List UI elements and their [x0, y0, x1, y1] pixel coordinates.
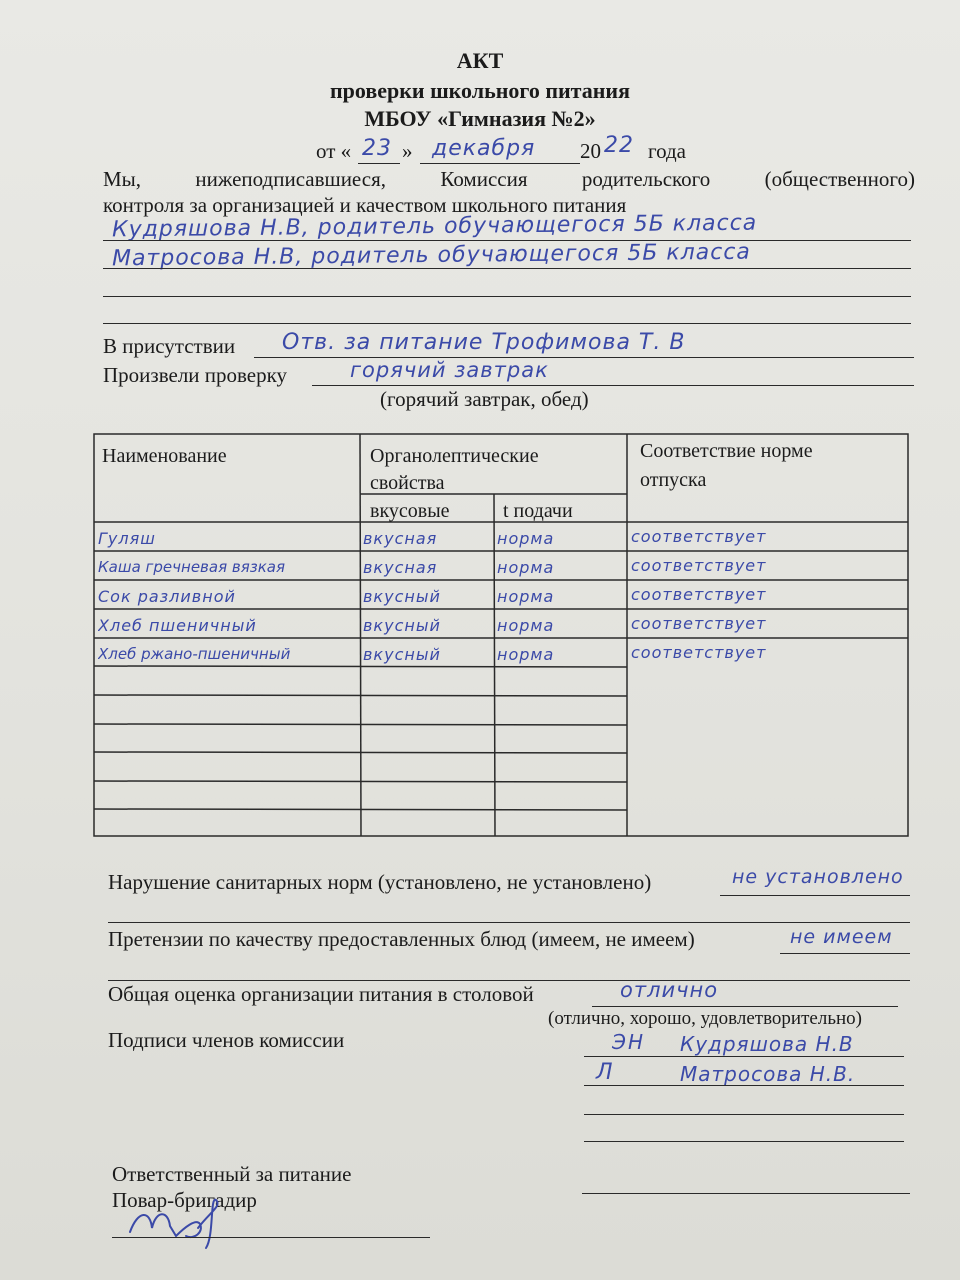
col-header-name: Наименование [102, 445, 227, 467]
row-name: Хлеб пшеничный [98, 616, 257, 635]
inspection-hint: (горячий завтрак, обед) [380, 387, 589, 411]
col-header-organoleptic-2: свойства [370, 472, 445, 494]
date-day: 23 [362, 136, 392, 161]
cook-label: Повар-бригадир [112, 1188, 257, 1212]
signatures-label: Подписи членов комиссии [108, 1028, 345, 1052]
violations-label: Нарушение санитарных норм (установлено, не установлено) [108, 870, 652, 894]
row-taste: вкусная [363, 558, 438, 577]
col-header-organoleptic-1: Органолептические [370, 445, 539, 467]
row-temp: норма [497, 645, 555, 664]
row-temp: норма [497, 558, 555, 577]
claims-label: Претензии по качеству предоставленных блюд (имеем, не имеем) [108, 927, 695, 951]
date-year: 22 [604, 133, 634, 158]
row-taste: вкусный [363, 616, 441, 635]
document-subtitle: проверки школьного питания [329, 78, 631, 103]
row-taste: вкусный [363, 645, 441, 664]
row-temp: норма [497, 616, 555, 635]
commission-line-1: Мы, нижеподписавшиеся, Комиссия родительского (общественного) [103, 167, 915, 191]
row-norm: соответствует [631, 614, 767, 633]
col-header-temp: t подачи [503, 500, 573, 522]
date-mid: » [402, 139, 413, 163]
row-name: Гуляш [98, 529, 156, 548]
inspection-label: Произвели проверку [103, 363, 288, 387]
row-norm: соответствует [631, 556, 767, 575]
rating-hint: (отлично, хорошо, удовлетворительно) [548, 1008, 862, 1029]
row-taste: вкусная [363, 529, 438, 548]
presence-label: В присутствии [103, 334, 236, 358]
claims-value: не имеем [790, 926, 893, 948]
row-name: Сок разливной [98, 587, 236, 606]
rating-value: отлично [620, 978, 719, 1002]
commission-member-1: Кудряшова Н.В, родитель обучающегося 5Б класса [111, 210, 758, 243]
row-temp: норма [497, 529, 555, 548]
signature-mark-1: ЭН [612, 1030, 646, 1054]
row-norm: соответствует [631, 527, 767, 546]
date-year-suffix: года [648, 139, 686, 163]
date-year-prefix: 20 [580, 139, 601, 163]
col-header-taste: вкусовые [370, 500, 450, 522]
col-header-norm-1: Соответствие норме [640, 440, 813, 462]
violations-value: не установлено [732, 866, 904, 888]
rating-label: Общая оценка организации питания в столовой [108, 982, 534, 1006]
date-prefix: от « [316, 139, 352, 163]
row-temp: норма [497, 587, 555, 606]
signature-name-2: Матросова Н.В. [680, 1062, 856, 1086]
school-name: МБОУ «Гимназия №2» [364, 106, 596, 131]
date-month: декабря [432, 136, 536, 161]
commission-line-2: контроля за организацией и качеством школьного питания [103, 193, 627, 217]
inspection-value: горячий завтрак [350, 358, 549, 382]
signature-name-1: Кудряшова Н.В [680, 1032, 854, 1056]
col-header-norm-2: отпуска [640, 469, 707, 491]
row-name: Хлеб ржано-пшеничный [98, 645, 291, 663]
row-taste: вкусный [363, 587, 441, 606]
document-title: АКТ [456, 48, 504, 73]
commission-member-2: Матросова Н.В, родитель обучающегося 5Б класса [111, 239, 751, 272]
presence-value: Отв. за питание Трофимова Т. В [282, 330, 686, 355]
row-norm: соответствует [631, 643, 767, 662]
row-name: Каша гречневая вязкая [98, 558, 285, 576]
row-norm: соответствует [631, 585, 767, 604]
signature-mark-2: Л [596, 1060, 614, 1085]
responsible-label: Ответственный за питание [112, 1162, 352, 1186]
